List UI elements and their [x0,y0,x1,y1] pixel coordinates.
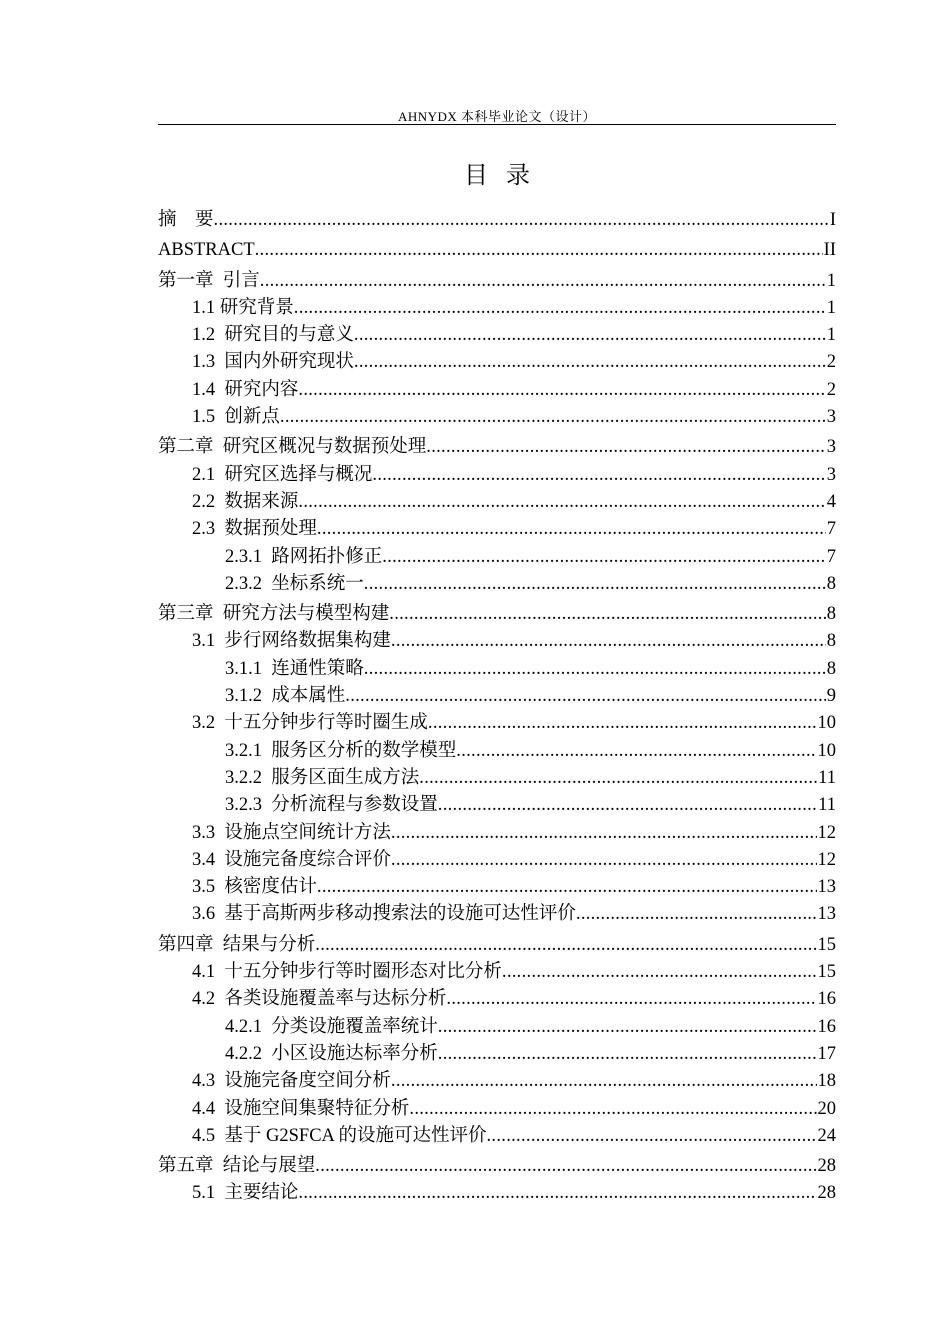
toc-entry-page: 24 [817,1125,836,1146]
toc-entry[interactable] [158,295,836,322]
toc-leader-dots [391,1068,817,1095]
toc-entry-label: 2.1 研究区选择与概况 [192,464,373,485]
toc-entry-page: 12 [817,822,836,843]
toc-entry-label: 4.4 设施空间集聚特征分析 [192,1098,410,1119]
toc-entry-label: 5.1 主要结论 [192,1183,299,1204]
toc-entry-page: 1 [826,270,836,291]
toc-leader-dots [315,1153,816,1180]
toc-entry-label: 2.3 数据预处理 [192,519,317,540]
toc-leader-dots [298,1180,816,1207]
toc-entry[interactable] [158,268,836,295]
toc-entry-page: 3 [826,464,836,485]
toc-leader-dots [391,847,817,874]
toc-entry-label: ABSTRACT [158,240,255,261]
toc-entry[interactable] [158,874,836,901]
toc-entry[interactable] [158,710,836,737]
toc-entry[interactable] [158,207,836,234]
toc-entry-label: 1.5 创新点 [192,407,280,428]
toc-entry-label: 3.6 基于高斯两步移动搜索法的设施可达性评价 [192,904,576,925]
toc-entry[interactable] [158,1096,836,1123]
toc-entry-page: 10 [817,740,836,761]
toc-leader-dots [382,544,825,571]
toc-entry-page: 20 [817,1098,836,1119]
toc-leader-dots [438,792,817,819]
toc-entry-page: 4 [826,491,836,512]
toc-entry[interactable] [158,683,836,710]
toc-entry[interactable] [158,901,836,928]
toc-entry-page: 15 [817,934,836,955]
toc-entry-page: 8 [826,631,836,652]
toc-entry-label: 3.4 设施完备度综合评价 [192,849,391,870]
toc-entry[interactable] [158,516,836,543]
toc-leader-dots [391,820,817,847]
toc-entry-label: 4.2.2 小区设施达标率分析 [225,1043,438,1064]
toc-leader-dots [438,1041,817,1068]
toc-entry-page: 15 [817,962,836,983]
toc-entry-label: 摘 要 [158,210,214,230]
header-rule [158,124,836,125]
toc-leader-dots [354,349,826,376]
toc-entry-label: 第一章 引言 [158,270,260,291]
toc-entry-label: 第四章 结果与分析 [158,934,316,955]
toc-entry-page: 3 [826,407,836,428]
toc-leader-dots [280,404,826,431]
toc-title: 目录 [464,163,548,189]
toc-entry-page: 10 [817,713,836,734]
toc-entry-page: 2 [826,379,836,400]
toc-leader-dots [298,377,825,404]
toc-leader-dots [345,683,825,710]
toc-entry-label: 1.3 国内外研究现状 [192,352,354,373]
toc-leader-dots [372,462,825,489]
toc-entry-page: 13 [817,877,836,898]
toc-entry[interactable] [158,986,836,1013]
toc-leader-dots [255,237,823,264]
toc-entry-page: 16 [817,1016,836,1037]
toc-entry-page: 8 [826,573,836,594]
toc-entry[interactable] [158,404,836,431]
toc-entry[interactable] [158,322,836,349]
toc-leader-dots [214,207,829,234]
toc-entry[interactable] [158,792,836,819]
toc-leader-dots [317,516,826,543]
toc-entry-page: 7 [826,519,836,540]
toc-leader-dots [389,601,825,628]
toc-leader-dots [294,295,826,322]
toc-entry[interactable] [158,1014,836,1041]
toc-entry-page: 18 [817,1071,836,1092]
toc-entry-label: 3.2.3 分析流程与参数设置 [225,795,438,816]
toc-entry-page: 3 [826,437,836,458]
toc-entry-label: 第三章 研究方法与模型构建 [158,604,390,625]
toc-entry-label: 4.2 各类设施覆盖率与达标分析 [192,989,447,1010]
toc-entry-label: 第五章 结论与展望 [158,1156,316,1177]
toc-entry[interactable] [158,601,836,628]
toc-entry[interactable] [158,237,836,264]
toc-entry-page: 1 [826,325,836,346]
toc-entry-label: 2.3.1 路网拓扑修正 [225,546,383,567]
toc-entry[interactable] [158,628,836,655]
toc-entry-page: 28 [817,1156,836,1177]
toc-entry[interactable] [158,489,836,516]
toc-leader-dots [315,932,816,959]
toc-entry[interactable] [158,434,836,461]
toc-entry[interactable] [158,738,836,765]
toc-entry-label: 3.1.1 连通性策略 [225,658,364,679]
toc-entry-label: 4.2.1 分类设施覆盖率统计 [225,1016,438,1037]
toc-entry-label: 3.1 步行网络数据集构建 [192,631,391,652]
toc-entry-label: 2.2 数据来源 [192,491,299,512]
toc-leader-dots [391,628,826,655]
toc-entry[interactable] [158,1068,836,1095]
toc-entry-page: 28 [817,1183,836,1204]
toc-entry[interactable] [158,571,836,598]
toc-entry[interactable] [158,1153,836,1180]
toc-leader-dots [438,1014,817,1041]
toc-entry-page: 11 [818,795,836,816]
toc-entry[interactable] [158,544,836,571]
toc-leader-dots [487,1123,817,1150]
toc-entry-label: 4.5 基于 G2SFCA 的设施可达性评价 [192,1125,487,1146]
toc-leader-dots [426,434,825,461]
toc-entry-page: I [829,210,836,230]
toc-entry-label: 2.3.2 坐标系统一 [225,573,364,594]
toc-entry-label: 3.2.2 服务区面生成方法 [225,767,420,788]
toc-leader-dots [419,765,817,792]
toc-entry-label: 1.2 研究目的与意义 [192,325,354,346]
toc-entry-page: 11 [818,767,836,788]
toc-leader-dots [317,874,817,901]
toc-entry[interactable] [158,847,836,874]
toc-leader-dots [502,959,817,986]
running-header: AHNYDX 本科毕业论文（设计） [397,109,597,124]
toc-entry-page: 13 [817,904,836,925]
toc-entry-label: 3.2 十五分钟步行等时圈生成 [192,713,428,734]
toc-entry[interactable] [158,1180,836,1207]
toc-entry-label: 3.5 核密度估计 [192,877,317,898]
toc-entry-label: 1.4 研究内容 [192,379,299,400]
toc-entry[interactable] [158,1041,836,1068]
toc-entry-page: 8 [826,658,836,679]
toc-leader-dots [298,489,825,516]
toc-entry-page: 16 [817,989,836,1010]
toc-entry[interactable] [158,377,836,404]
toc-leader-dots [260,268,826,295]
toc-entry-label: 4.3 设施完备度空间分析 [192,1071,391,1092]
toc-entry-page: 9 [826,686,836,707]
toc-entry[interactable] [158,349,836,376]
table-of-contents [158,207,836,1208]
toc-entry[interactable] [158,932,836,959]
toc-leader-dots [446,986,816,1013]
toc-entry[interactable] [158,959,836,986]
toc-entry-page: 2 [826,352,836,373]
toc-entry-label: 3.2.1 服务区分析的数学模型 [225,740,457,761]
toc-leader-dots [456,738,816,765]
toc-leader-dots [364,656,826,683]
toc-entry[interactable] [158,1123,836,1150]
toc-entry-page: 8 [826,604,836,625]
toc-leader-dots [354,322,826,349]
toc-entry-label: 第二章 研究区概况与数据预处理 [158,437,427,458]
toc-entry-page: II [823,240,836,261]
toc-leader-dots [576,901,817,928]
toc-entry[interactable] [158,656,836,683]
toc-entry[interactable] [158,765,836,792]
toc-leader-dots [428,710,817,737]
toc-entry-page: 12 [817,849,836,870]
toc-leader-dots [364,571,826,598]
toc-entry[interactable] [158,820,836,847]
toc-entry-label: 3.1.2 成本属性 [225,686,346,707]
toc-entry-page: 1 [826,297,836,318]
toc-entry-label: 1.1 研究背景 [192,297,294,318]
toc-leader-dots [409,1096,816,1123]
toc-entry-label: 3.3 设施点空间统计方法 [192,822,391,843]
toc-entry[interactable] [158,462,836,489]
toc-entry-label: 4.1 十五分钟步行等时圈形态对比分析 [192,962,502,983]
toc-entry-page: 17 [817,1043,836,1064]
toc-entry-page: 7 [826,546,836,567]
